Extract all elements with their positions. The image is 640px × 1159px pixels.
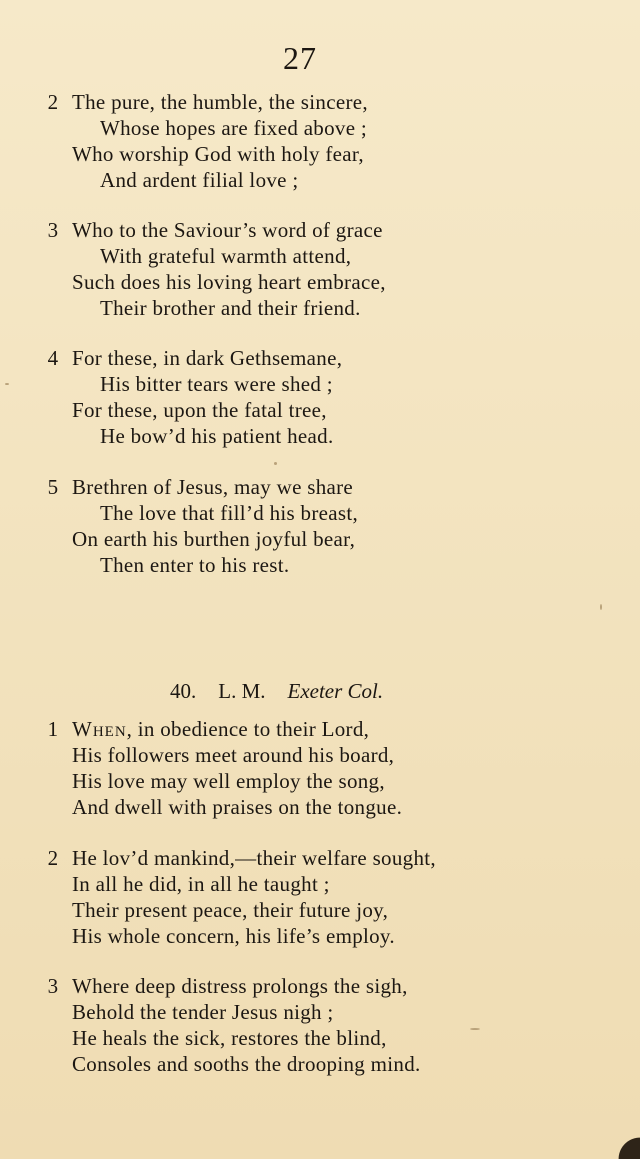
stanza-number: 2 bbox=[47, 90, 59, 114]
verse-line bbox=[72, 716, 369, 742]
verse-line: With grateful warmth attend, bbox=[100, 244, 352, 268]
verse-line: Brethren of Jesus, may we share bbox=[72, 475, 354, 499]
paper-speck bbox=[5, 383, 9, 385]
stanza-number: 3 bbox=[47, 218, 59, 242]
hymn-number: 40. bbox=[170, 679, 197, 703]
paper-speck bbox=[600, 604, 602, 610]
verse-line: He bow’d his patient head. bbox=[100, 424, 334, 448]
verse-line: In all he did, in all he taught ; bbox=[72, 872, 330, 896]
verse-line: Where deep distress prolongs the sigh, bbox=[72, 974, 408, 998]
verse-line: Their brother and their friend. bbox=[100, 296, 361, 320]
first-word: When bbox=[72, 717, 127, 741]
hymn-tune: Exeter Col. bbox=[287, 679, 384, 703]
stanza-number: 5 bbox=[47, 475, 59, 499]
page-edge-shadow bbox=[614, 1113, 640, 1159]
stanza-number: 1 bbox=[47, 717, 59, 741]
stanza-number: 3 bbox=[47, 974, 59, 998]
verse-line: And ardent filial love ; bbox=[100, 168, 299, 192]
verse-line: Whose hopes are fixed above ; bbox=[100, 116, 368, 140]
verse-line: For these, upon the fatal tree, bbox=[72, 398, 327, 422]
verse-line-rest: , in obedience to their Lord, bbox=[126, 717, 370, 741]
verse-line: Who worship God with holy fear, bbox=[72, 142, 364, 166]
verse-line: On earth his burthen joyful bear, bbox=[72, 527, 356, 551]
verse-line: Their present peace, their future joy, bbox=[72, 898, 389, 922]
verse-line: Then enter to his rest. bbox=[100, 553, 290, 577]
paper-speck bbox=[470, 1028, 480, 1030]
verse-line: For these, in dark Gethsemane, bbox=[72, 346, 343, 370]
verse-line: Who to the Saviour’s word of grace bbox=[72, 218, 383, 242]
verse-line: The love that fill’d his breast, bbox=[100, 501, 359, 525]
verse-line: The pure, the humble, the sincere, bbox=[72, 90, 368, 114]
verse-line: Such does his loving heart embrace, bbox=[72, 270, 386, 294]
verse-line: His whole concern, his life’s employ. bbox=[72, 924, 395, 948]
stanza-number: 2 bbox=[47, 846, 59, 870]
verse-line: His love may well employ the song, bbox=[72, 769, 385, 793]
paper-speck bbox=[274, 462, 277, 465]
stanza-number: 4 bbox=[47, 346, 59, 370]
verse-line: He heals the sick, restores the blind, bbox=[72, 1026, 387, 1050]
hymn-header bbox=[170, 676, 383, 706]
verse-line: And dwell with praises on the tongue. bbox=[72, 795, 403, 819]
verse-line: Consoles and sooths the drooping mind. bbox=[72, 1052, 421, 1076]
verse-line: Behold the tender Jesus nigh ; bbox=[72, 1000, 334, 1024]
page-number: 27 bbox=[283, 40, 317, 76]
verse-line: He lov’d mankind,—their welfare sought, bbox=[72, 846, 436, 870]
hymn-meter: L. M. bbox=[218, 679, 266, 703]
verse-line: His followers meet around his board, bbox=[72, 743, 395, 767]
verse-line: His bitter tears were shed ; bbox=[100, 372, 333, 396]
